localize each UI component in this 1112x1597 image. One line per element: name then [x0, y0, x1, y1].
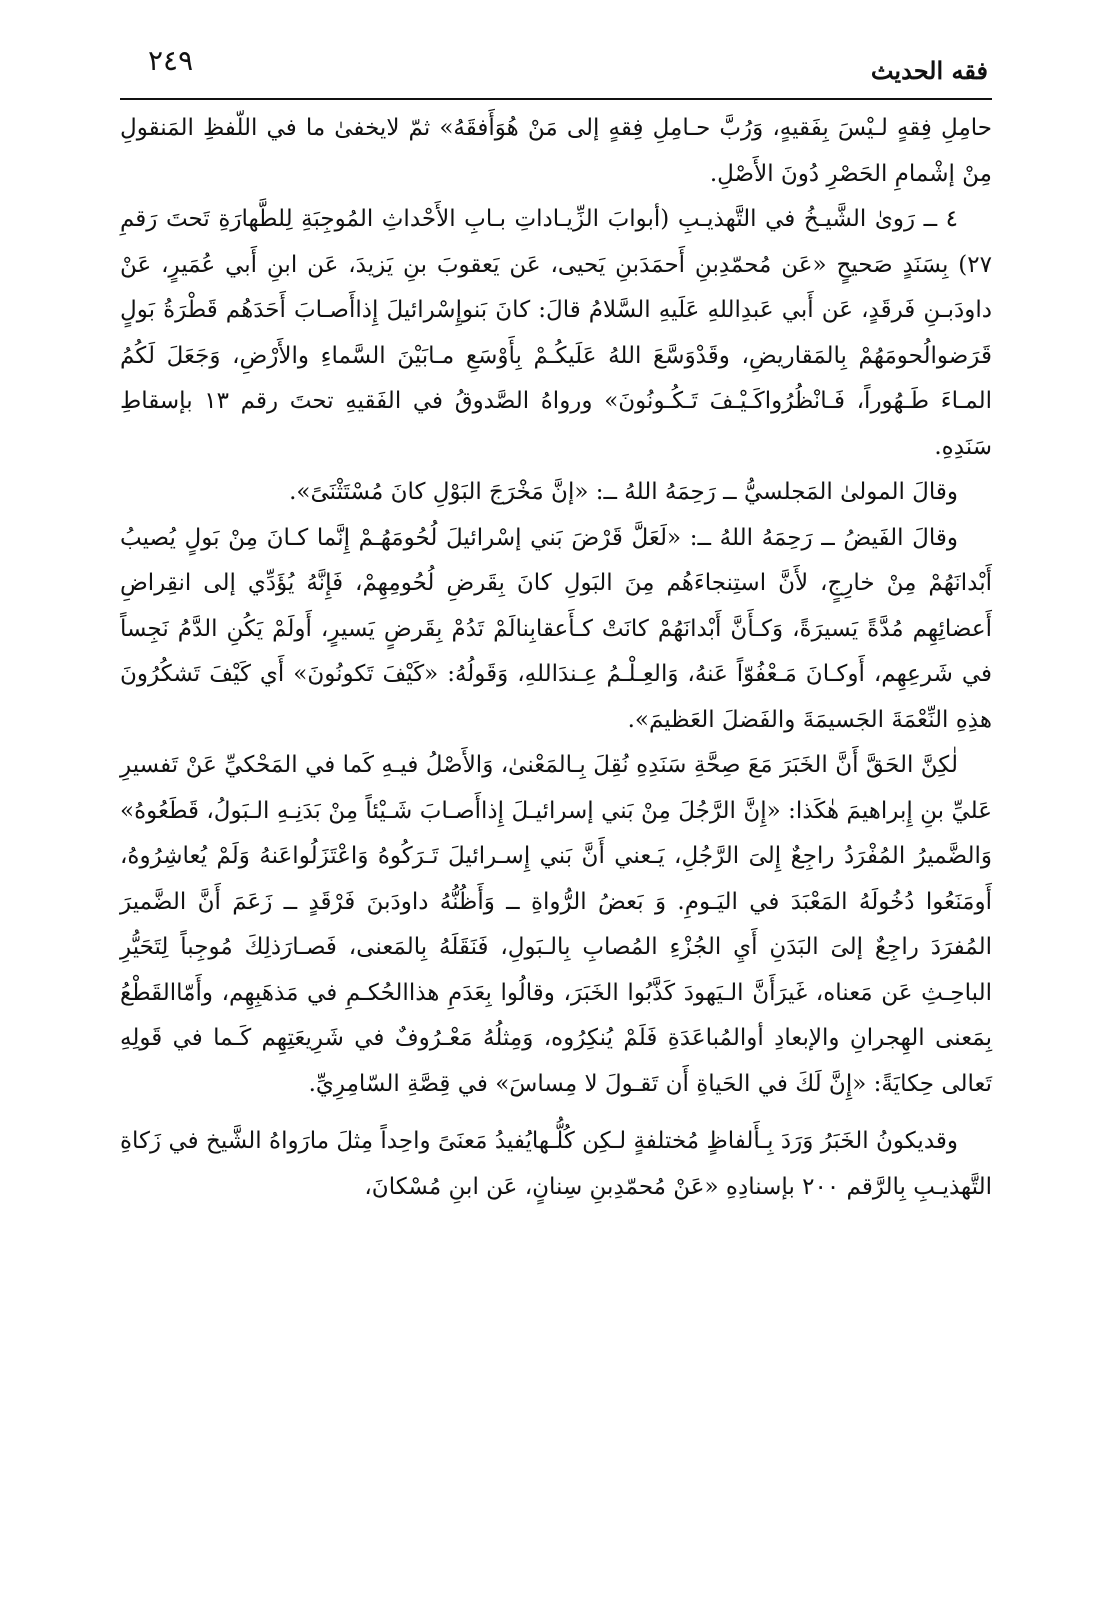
- page-body: [120, 106, 992, 1210]
- paragraph-continuation: حامِلِ فِقهٍ لـيْسَ بِفَقيهٍ، وَرُبَّ حـامِلِ فِقهٍ إلى مَنْ هُوَأَفقَهُ» ثمّ لايخفىٰ ما في اللّفظِ المَنقولِ مِنْ إشْمامِ الحَصْرِ دُونَ الأَصْلِ.: [120, 115, 992, 187]
- paragraph-fayd: وقالَ الفَيضُ ــ رَحِمَهُ اللهُ ــ: «لَعَلَّ قَرْضَ بَني إسْرائيلَ لُحُومَهُـمْ إِنَّما كـانَ مِنْ بَولٍ يُصيبُ أَبْدانَهُمْ مِنْ خارِجٍ، لأَنَّ استِنجاءَهُم مِنَ البَولِ كانَ بِقَرضِ لُحُومِهِمْ، فَإِنَّهُ يُؤَدِّي إلى انقِراضِ أَعضائِهِم مُدَّةً يَسيرَةً، وَكـأَنَّ أَبْدانَهُمْ كانَتْ كـأَعقابِنالَمْ تَدُمْ بِقَرضٍ يَسيرٍ، أَولَمْ يَكُنِ الدَّمُ نَجِساً في شَرعِهِم، أَوكـانَ مَـعْفُوّاً عَنهُ، وَالعِـلْـمُ عِـندَاللهِ، وَقَولُهُ: «كَيْفَ تَكونُونَ» أَي كَيْفَ تَشكُرُونَ هذِهِ النِّعْمَةَ الجَسيمَةَ والفَضلَ العَظيمَ».: [120, 524, 992, 733]
- header-rule: [120, 98, 992, 100]
- running-title: فقه الحديث: [870, 56, 988, 85]
- page-number: ٢٤٩: [148, 44, 194, 77]
- paragraph-majlisi: وقالَ المولىٰ المَجلسيُّ ــ رَحِمَهُ اللهُ ــ: «إنَّ مَخْرَجَ البَوْلِ كانَ مُسْتَثْنَىً».: [289, 479, 958, 505]
- paragraph-hadith-4: ٤ ــ رَوىٰ الشَّيـخُ في التَّهذيـبِ (أبوابَ الزِّيـاداتِ بـابِ الأَحْداثِ المُوجِبَةِ لِلطَّهارَةِ تَحتَ رَقمِ ٢٧) بِسَنَدٍ صَحيحٍ «عَن مُحمّدِبنِ أَحمَدَبنِ يَحيى، عَن يَعقوبَ بنِ يَزيدَ، عَن ابنِ أَبي عُمَيرٍ، عَنْ داودَبـنِ فَرقَدٍ، عَن أَبي عَبدِاللهِ عَلَيهِ السَّلامُ قالَ: كانَ بَنوإِسْرائيلَ إِذاأَصـابَ أَحَدَهُم قَطْرَةُ بَولٍ قَرَضوالُحومَهُمْ بِالمَقاريضِ، وقَدْوَسَّعَ اللهُ عَلَيكُـمْ بِأَوْسَعِ مـابَيْنَ السَّماءِ والأَرْضِ، وَجَعَلَ لَكُمُ المـاءَ طَـهُوراً، فَـانْظُرُواكَـيْـفَ تَـكُـونُونَ» ورواهُ الصَّدوقُ في الفَقيهِ تحتَ رقم ١٣ بإسقاطِ سَنَدِهِ.: [120, 206, 993, 460]
- page-header: [120, 40, 992, 98]
- paragraph-analysis: لٰكِنَّ الحَقَّ أَنَّ الخَبَرَ مَعَ صِحَّةِ سَنَدِهِ نُقِلَ بِـالمَعْنىٰ، وَالأَصْلُ فيـهِ كَما في المَحْكيِّ عَنْ تَفسيرِ عَليِّ بنِ إِبراهيمَ هٰكَذا: «إِنَّ الرَّجُلَ مِنْ بَني إسرائيـلَ إِذاأَصـابَ شَـيْئاً مِنْ بَدَنِـهِ الـبَولُ، قَطَعُوهُ» وَالضَّميرُ المُفْرَدُ راجِعٌ إِلىَ الرَّجُلِ، يَـعني أَنَّ بَني إِسـرائيلَ تَـرَكُوهُ وَاعْتَزَلُواعَنهُ وَلَمْ يُعاشِرُوهُ، أَومَنَعُوا دُخُولَهُ المَعْبَدَ في اليَـومِ. وَ بَعضُ الرُّواةِ ــ وَأَظُنُّهُ داودَبنَ فَرْقَدٍ ــ زَعَمَ أَنَّ الضَّميرَ المُفرَدَ راجِعٌ إلىَ البَدَنِ أَيِ الجُزْءِ المُصابِ بِالـبَولِ، فَنَقَلَهُ بِالمَعنى، فَصـارَذلِكَ مُوجِباً لِتَحَيُّرِ الباحِـثِ عَن مَعناه، غَيرَأَنَّ الـيَهودَ كَذَّبُوا الخَبَرَ، وقالُوا بِعَدَمِ هذاالحُكـمِ في مَذهَبِهِم، وأَمّاالقَطْعُ بِمَعنى الهِجرانِ والإبعادِ أوالمُباعَدَةِ فَلَمْ يُنكِرُوه، وَمِثلُهُ مَعْـرُوفٌ في شَرِيعَتِهِم كَـما في قَولِهِ تَعالى حِكايَةً: «إِنَّ لَكَ في الحَياةِ أَن تَقـولَ لا مِساسَ» في قِصَّةِ السّامِرِيِّ.: [120, 752, 992, 1097]
- paragraph-varied-wording: وقديكونُ الخَبَرُ وَرَدَ بِـأَلفاظٍ مُختلفةٍ لـكِن كُلُّـهايُفيدُ مَعنَىً واحِداً مِثلَ مارَواهُ الشَّيخ في زَكاةِ التَّهذيـبِ بِالرَّقم ٢٠٠ بإسنادِهِ «عَنْ مُحمّدِبنِ سِنانٍ، عَن ابنِ مُسْكانَ،: [120, 1128, 992, 1200]
